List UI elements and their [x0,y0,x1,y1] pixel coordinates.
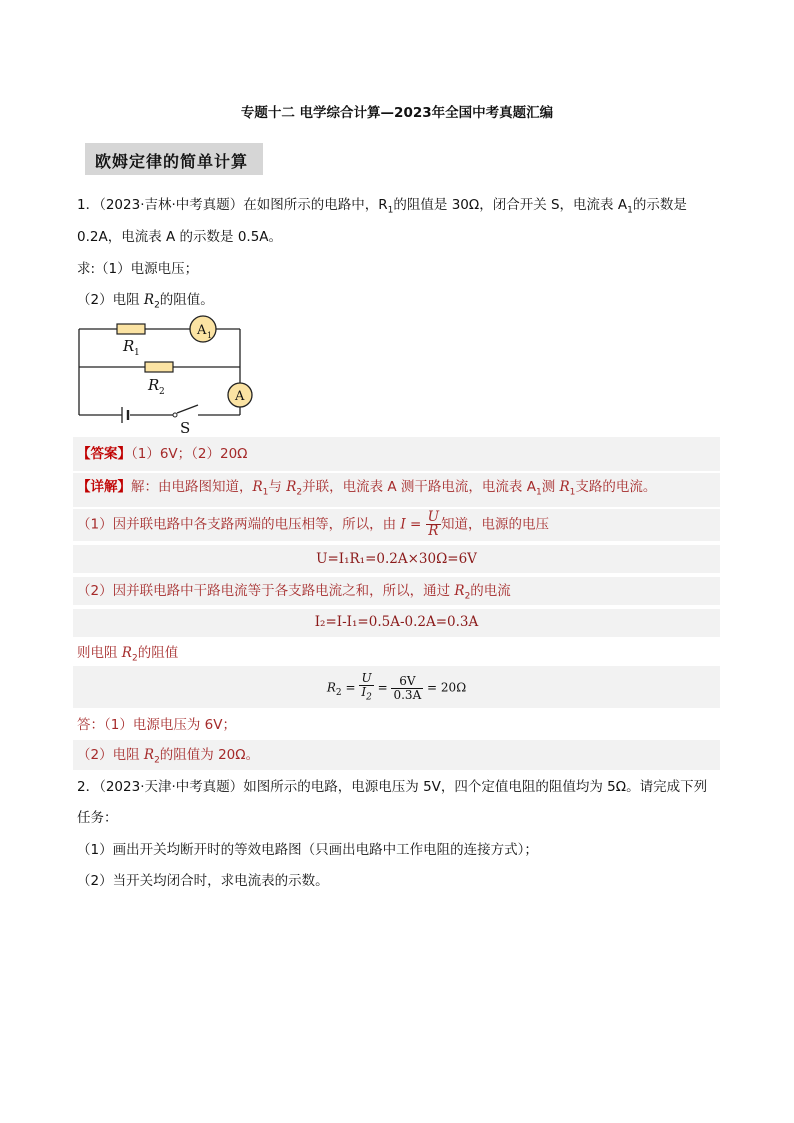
eq3-fraction-1 [359,672,373,704]
q1-line4-r: R [143,292,155,308]
q1-line4-b: 的阻值。 [159,292,214,308]
eq3-den1-sub: 2 [366,692,372,703]
final-2-r: R [143,747,155,763]
eq3-result: = 20Ω [423,680,467,695]
detail-r1b-sub: 1 [569,487,576,498]
final-1-text: 答：（1）电源电压为 6V； [77,717,236,733]
detail-r1b: R [559,479,570,495]
r2-label-sub: 2 [159,387,165,397]
final-2-b: 的阻值为 20Ω。 [159,747,260,763]
detail-c: 并联，电流表 A 测干路电流，电流表 A [302,479,536,495]
step1-fraction [426,511,441,538]
r1-label: R [123,337,135,355]
final-line-2 [77,746,259,770]
a1-label-sub: 1 [207,331,213,340]
step1-line [77,511,549,538]
eq3-num2: 6V [391,675,423,689]
a1-label: A [197,323,207,338]
equation-2: I₂=I-I₁=0.5A-0.2A=0.3A [314,614,479,630]
step2-line [77,582,511,606]
eq3-den1 [359,686,373,704]
eq3-lhs-sub: 2 [335,688,342,699]
section-header [85,143,263,175]
step3-r: R [121,645,132,661]
step2-b: 的电流 [470,583,511,599]
q1-sub-2: 1 [627,205,633,216]
detail-e: 支路的电流。 [575,479,657,495]
q1-text-c: 的示数是 [632,197,687,213]
switch-contact [173,413,177,417]
step1-den: R [428,523,439,539]
step1-num: U [427,509,440,525]
eq3-fraction-2 [391,675,423,702]
q2-line-3: （1）画出开关均断开时的等效电路图（只画出电路中工作电阻的连接方式）； [77,842,538,858]
final-2-a: （2）电阻 [77,747,144,763]
a-label: A [235,389,245,404]
q1-line-4 [77,291,214,315]
resistor-r2 [145,362,173,372]
answer-text: （1）6V；（2）20Ω [131,446,248,462]
answer-label: 【答案】 [77,446,131,462]
q1-text-b: 的阻值是 30Ω，闭合开关 S，电流表 A [393,197,628,213]
step2-r: R [454,583,465,599]
answer-line [77,445,248,463]
step2-r-sub: 2 [464,591,471,602]
equation-1: U=I₁R₁=0.2A×30Ω=6V [316,551,477,567]
q2-line-1: 2．（2023·天津·中考真题）如图所示的电路，电源电压为 5V，四个定值电阻的阻值均为 5Ω。请完成下列 [77,779,708,795]
final-line-1 [77,716,236,734]
q2-line-2: 任务： [77,810,118,826]
eq3-den2: 0.3A [393,687,422,702]
step3-a: 则电阻 [77,645,122,661]
q1-sub-1: 1 [387,205,394,216]
step1-a: （1）因并联电路中各支路两端的电压相等，所以，由 [77,516,401,533]
detail-r2: R [286,479,297,495]
step1-b: 知道，电源的电压 [441,516,550,533]
circuit-diagram [70,315,260,435]
q2-line-4: （2）当开关均闭合时，求电流表的示数。 [77,873,329,889]
step3-line [77,644,178,668]
section-title: 欧姆定律的简单计算 [95,152,249,171]
detail-b: 与 [268,479,287,495]
page-title: 专题十二 电学综合计算—2023年全国中考真题汇编 [240,105,554,121]
detail-line [77,478,656,502]
q1-line4-a: （2）电阻 [77,292,144,308]
q1-line-2: 0.2A，电流表 A 的示数是 0.5A。 [77,229,283,245]
step3-b: 的阻值 [137,645,179,661]
r1-label-sub: 1 [134,348,140,358]
detail-r1: R [252,479,263,495]
step1-i: I [400,516,406,533]
detail-label: 【详解】 [77,479,131,495]
detail-r2-sub: 2 [296,487,303,498]
q1-line4-sub: 2 [154,300,160,311]
resistor-r1 [117,324,145,334]
detail-r1-sub: 1 [262,487,269,498]
q1-line-3: 求:（1）电源电压； [77,261,199,277]
step3-r-sub: 2 [131,653,138,664]
eq3-eq1: = [341,680,360,695]
eq3-den1-i: I [361,685,367,699]
eq3-num1: U [359,672,373,686]
equation-3: $R_2$ = $\frac{U}{I_2}$ = $\frac{6V}{0.3A}$ = 20Ω [326,671,467,703]
step1-eq: = [405,516,426,533]
eq3-lhs: R [326,680,336,695]
detail-a: 解：由电路图知道， [131,479,253,495]
detail-d: 测 [541,479,560,495]
switch-label: S [180,419,191,435]
step2-a: （2）因并联电路中干路电流等于各支路电流之和，所以，通过 [77,583,455,599]
q1-text-a: 1．（2023·吉林·中考真题）在如图所示的电路中，R [77,197,388,213]
q1-line-1 [77,196,687,220]
r2-label: R [148,376,160,394]
detail-a1-sub: 1 [535,487,542,498]
final-2-r-sub: 2 [154,755,160,766]
